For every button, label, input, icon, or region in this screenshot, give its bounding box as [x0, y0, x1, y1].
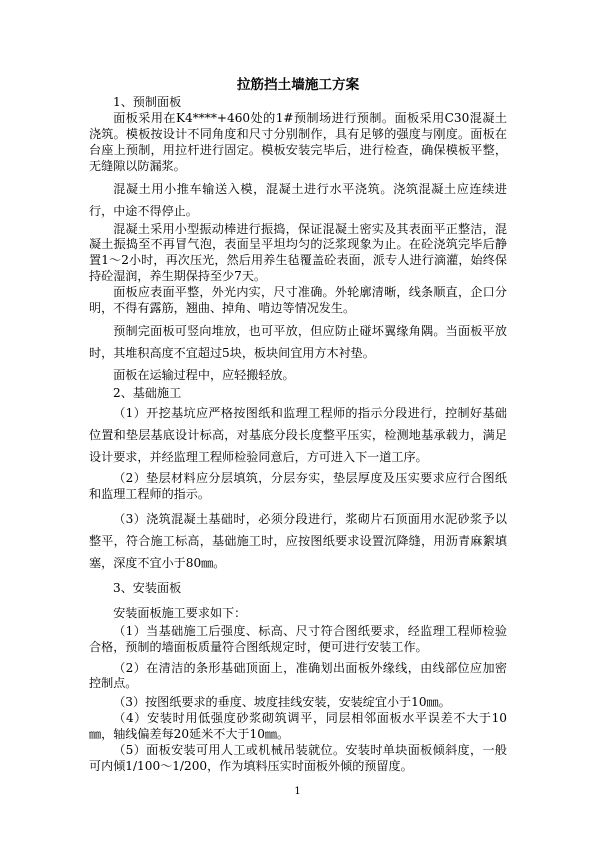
- paragraph: （1）开挖基坑应严格按图纸和监理工程师的指示分段进行，控制好基础位置和垫层基底设计标高，对基底分段长度整平压实，检测地基承载力，满足设计要求，并经监理工程师检验同意后，方可进入下一道工序。: [89, 405, 507, 464]
- section-foundation: [89, 386, 507, 574]
- paragraph: 混凝土采用小型振动棒进行振捣，保证混凝土密实及其表面平正整洁，混凝土振捣至不再冒气泡，表面呈平坦均匀的泛浆现象为止。在砼浇筑完毕后静置1～2小时，再次压光，然后用养生毡覆盖砼表面，派专人进行滴灌，始终保持砼湿润，养生期保持至少7天。: [89, 221, 507, 284]
- paragraph: 面板应表面平整，外光内实，尺寸准确。外轮廓清晰，线条顺直，企口分明，不得有露筋，翘曲、掉角、啃边等情况发生。: [89, 285, 507, 316]
- section-heading: 1、预制面板: [113, 95, 182, 109]
- paragraph: 混凝土用小推车输送入模，混凝土进行水平浇筑。浇筑混凝土应连续进行，中途不得停止。: [89, 181, 507, 218]
- paragraph: 预制完面板可竖向堆放，也可平放，但应防止碰坏翼缘角隅。当面板平放时，其堆积高度不宜超过5块，板块间宜用方木衬垫。: [89, 323, 507, 360]
- paragraph: （5）面板安装可用人工或机械吊装就位。安装时单块面板倾斜度，一般可内倾1/100～1/200，作为填料压实时面板外倾的预留度。: [89, 743, 507, 773]
- section-heading: 3、安装面板: [113, 580, 182, 595]
- paragraph: （2）在清洁的条形基础顶面上，准确划出面板外缘线，由线部位应加密控制点。: [89, 660, 507, 691]
- section-precast-panels: [89, 95, 507, 386]
- paragraph: （3）按图纸要求的垂度、坡度挂线安装，安装绽宜小于10㎜。: [113, 695, 451, 710]
- paragraph: 面板采用在K4****+460处的1#预制场进行预制。面板采用C30混凝土浇筑。模板按设计不同角度和尺寸分别制作，具有足够的强度与刚度。面板在台座上预制，用拉杆进行固定。模板安装完毕后，进行检查，确保模板平整，无缝隙以防漏浆。: [89, 110, 507, 173]
- section-panel-installation: [89, 577, 507, 775]
- paragraph: （2）垫层材料应分层填筑，分层夯实，垫层厚度及压实要求应行合图纸和监理工程师的指示。: [89, 470, 507, 501]
- paragraph: 安装面板施工要求如下：: [113, 605, 247, 620]
- paragraph: 面板在运输过程中，应轻搬轻放。: [113, 367, 295, 382]
- paragraph: （3）浇筑混凝土基础时，必须分段进行，浆砌片石顶面用水泥砂浆予以整平，符合施工标高，基础施工时，应按图纸要求设置沉降缝，用沥青麻絮填塞，深度不宜小于80㎜。: [89, 511, 507, 570]
- page-number: 1: [294, 786, 301, 797]
- document-title: 拉筋挡土墙施工方案: [236, 77, 360, 93]
- section-heading: 2、基础施工: [113, 385, 182, 400]
- paragraph: （1）当基础施工后强度、标高、尺寸符合图纸要求，经监理工程师检验合格，预制的墙面板质量符合图纸规定时，便可进行安装工作。: [89, 623, 507, 654]
- paragraph: （4）安装时用低强度砂浆砌筑调平，同层相邻面板水平误差不大于10㎜，轴线偏差每20延米不大于10㎜。: [89, 711, 507, 742]
